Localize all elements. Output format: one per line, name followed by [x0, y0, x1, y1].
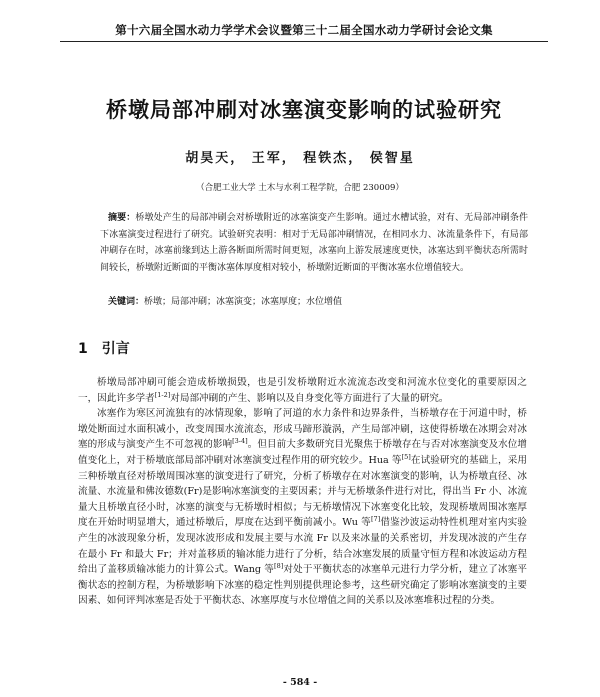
author-list: 胡昊天， 王军， 程铁杰， 侯智星 [185, 151, 415, 166]
text-run: 借鉴沙波运动特性机理对室内实验产生的冰波现象分析，发现冰波形成和发展主要与水流 Fr 以及来冰量的关系密切，并发现冰波的产生存在最小 Fr 和最大 Fr；并对盖移质的输冰能力进行了分析，结合冰塞发展的质量守恒方程和冰波运动方程给出了盖移质输冰能力的计算公式。Wang 等 [78, 517, 528, 576]
section-number: 1 [78, 341, 88, 357]
paragraph [78, 406, 527, 609]
citation: [7] [370, 515, 381, 524]
keywords-label: 关键词： [108, 297, 145, 307]
keywords-text: 桥墩；局部冲刷；冰塞演变；冰塞厚度；水位增值 [144, 297, 343, 307]
text-run: 对局部冲刷的产生、影响以及自身变化等方面进行了大量的研究。 [170, 392, 449, 404]
citation: [3-4] [232, 437, 248, 446]
section-heading [78, 338, 130, 358]
keywords [100, 294, 528, 310]
abstract-label: 摘要： [108, 213, 136, 223]
abstract-text: 桥墩处产生的局部冲刷会对桥墩附近的冰塞演变产生影响。通过水槽试验，对有、无局部冲刷条件下冰塞演变过程进行了研究。试验研究表明：相对于无局部冲刷情况，在相同水力、冰流量条件下，有局部冲刷存在时，冰塞前缘到达上游各断面所需时间更短，冰塞向上游发展速度更快，冰塞达到平衡状态所需时间较长，桥墩附近断面的平衡冰塞体厚度相对较小，桥墩附近断面的平衡冰塞水位增值较大。 [100, 213, 528, 273]
text-run: 在试验研究的基础上，采用三种桥墩直径对桥墩周围冰塞的演变进行了研究，分析了桥墩存在对冰塞演变的影响，认为桥墩直径、冰流量、水流量和佛汝德数(Fr)是影响冰塞演变的主要因素；并与无桥墩条件进行对比，得出当 Fr 小、冰流量大且桥墩直径小时，冰塞的演变与无桥墩时相似；与无桥墩情况下冰塞变化比较，发现桥墩周围冰塞厚度在开始时明显增大，通过桥墩后，厚度在达到平衡前减小。Wu 等 [78, 454, 527, 529]
citation: [5] [401, 452, 411, 461]
author-affiliation: （合肥工业大学 土木与水利工程学院，合肥 230009） [196, 183, 404, 193]
paper-title: 桥墩局部冲刷对冰塞演变影响的试验研究 [106, 98, 502, 122]
text-run: 对处于平衡状态的冰塞单元进行力学分析，建立了冰塞平衡状态的控制方程，为桥墩影响下冰塞的稳定性判别提供理论参考，这些研究确定了影响冰塞演变的主要因素、如何评判冰塞是否处于平衡状态、冰塞厚度与水位增值之间的关系以及冰塞堆积过程的分类。 [78, 564, 527, 607]
paragraph [78, 375, 527, 406]
running-head: 第十六届全国水动力学学术会议暨第三十二届全国水动力学研讨会论文集 [115, 23, 493, 37]
text-run: 桥墩局部冲刷可能会造成桥墩损毁，也是引发桥墩附近水流流态改变和河流水位变化的重要原因之一，因此许多学者 [78, 377, 527, 404]
text-run: 冰塞作为寒区河流独有的冰情现象，影响了河道的水力条件和边界条件，当桥墩存在于河道中时，桥墩处断面过水面积减小，改变周围水流流态，形成马蹄形漩涡，产生局部冲刷，这使得桥墩在冰期会对冰塞的形成与演变产生不可忽视的影响 [78, 408, 527, 451]
section-title: 引言 [101, 341, 130, 357]
text-run: 。但目前大多数研究目光聚焦于桥墩存在与否对冰塞演变及水位增值变化上，对于桥墩底部局部冲刷对冰塞演变过程作用的研究较少。Hua 等 [78, 439, 528, 466]
body-text [78, 375, 527, 609]
citation: [1-2] [154, 390, 171, 399]
citation: [8] [274, 561, 284, 570]
abstract [100, 210, 528, 276]
header-rule [60, 41, 548, 42]
page-number: - 584 - [282, 677, 318, 688]
